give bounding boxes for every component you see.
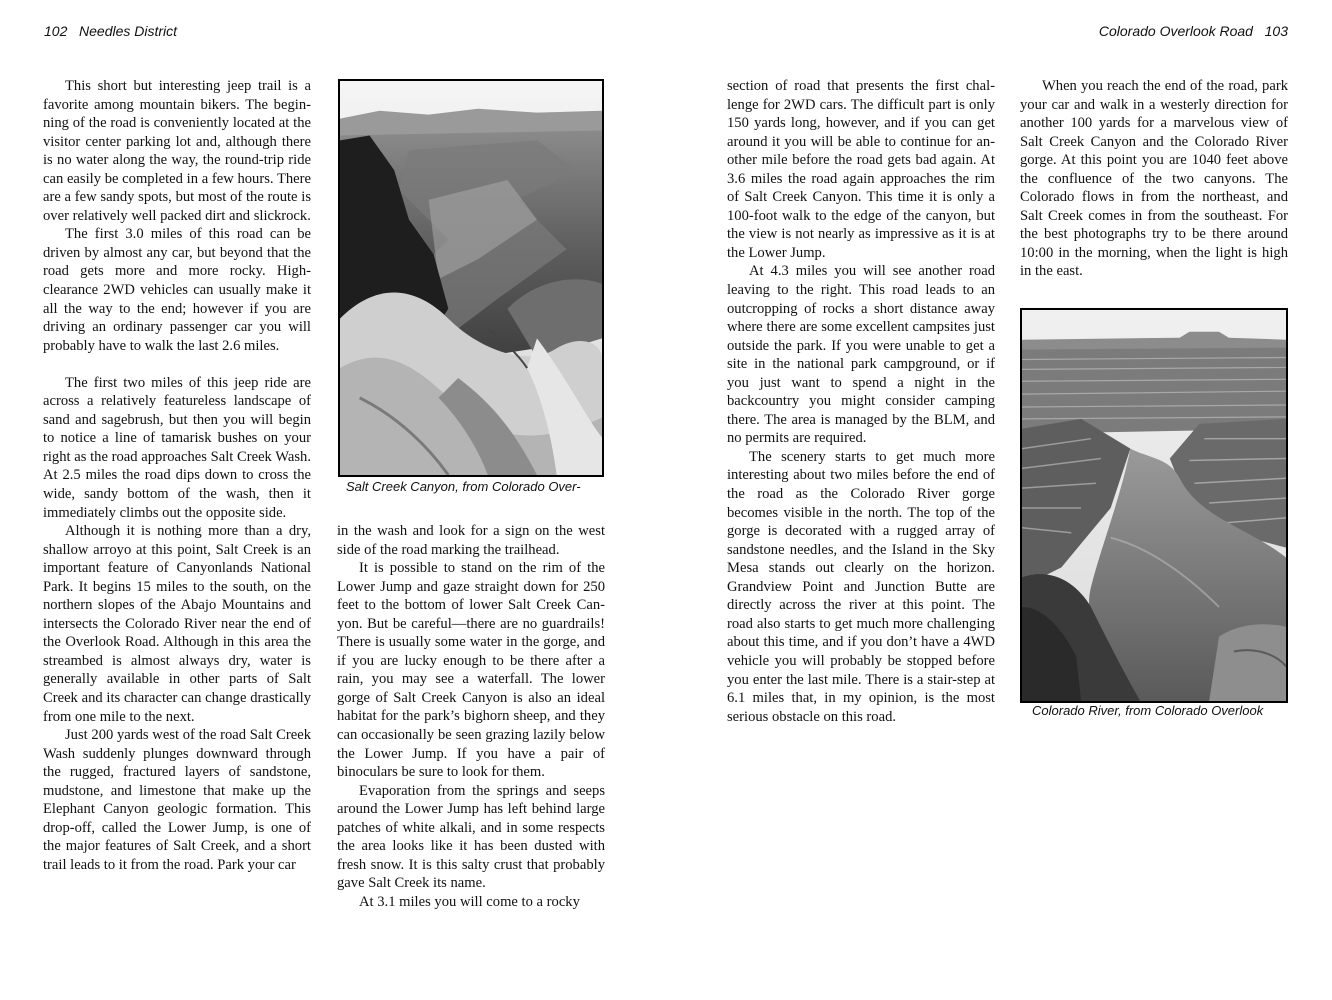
- paragraph: section of road that presents the first challenge for 2WD cars. The difficult part is only 150 yards long, however, and if you can get around it you will be able to continue for another mile before the road gets bad again. At 3.6 miles the road again approaches the rim of Salt Creek Canyon. This time it is only a 100-foot walk to the edge of the canyon, but the view is not nearly as impressive as it is at the Lower Jump.: [727, 78, 995, 261]
- left-running-title: Needles District: [79, 23, 178, 39]
- paragraph: This short but interesting jeep trail is a favorite among mountain bikers. The beginning of the road is conveniently located at the visitor center parking lot and, although there is no water along the way, the round-trip ride can easily be completed in a few hours. There are a few sandy spots, but most of the route is over relatively well packed dirt and slickrock.: [43, 78, 311, 224]
- paragraph: The first two miles of this jeep ride are across a relatively featureless landscape of sand and sagebrush, but then you will begin to notice a line of tamarisk bushes on your right as the road approaches Salt Creek Wash. At 2.5 miles the road dips down to cross the wide, sandy bottom of the wash, then it immediately climbs out the opposite side.: [43, 374, 311, 521]
- left-page-number: 102: [44, 23, 68, 39]
- paragraph: in the wash and look for a sign on the west side of the road marking the trailhead.: [337, 523, 605, 558]
- paragraph: Although it is nothing more than a dry, shallow arroyo at this point, Salt Creek is an important feature of Canyonlands National Park. It begins 15 miles to the south, on the northern slopes of the Abajo Mountains and intersects the Colorado River near the end of the Overlook Road. Although in this area the streambed is almost always dry, water is generally available in other parts of Salt Creek and its character can change drastically from one mile to the next.: [43, 523, 311, 725]
- left-page-column-1: [43, 77, 311, 874]
- right-page-header: [1099, 23, 1288, 39]
- paragraph: At 4.3 miles you will see another road leaving to the right. This road leads to an outcropping of rocks a short distance away where there are some excellent campsites just outside the park. If you were unable to get a site in the national park campground, or if you just want to spend a night in the backcountry you might consider camping there. The area is managed by the BLM, and no permits are required.: [727, 263, 995, 447]
- paragraph: It is possible to stand on the rim of the Lower Jump and gaze straight down for 250 feet to the bottom of lower Salt Creek Canyon. But be careful—there are no guardrails! There is usually some water in the gorge, and if you are lucky enough to be there after a rain, you may see a waterfall. The lower gorge of Salt Creek Canyon is also an ideal habitat for the park’s bighorn sheep, and they can occasionally be seen grazing lazily below the Lower Jump. If you have a pair of binoculars be sure to look for them.: [337, 560, 605, 781]
- right-page-column-1: [727, 77, 995, 726]
- right-running-title: Colorado Overlook Road: [1098, 23, 1253, 39]
- right-page-number: 103: [1264, 23, 1288, 39]
- left-page-header: [44, 23, 177, 39]
- salt-creek-canyon-photo: [338, 79, 604, 477]
- paragraph: When you reach the end of the road, park your car and walk in a westerly direction for another 100 yards for a marvelous view of Salt Creek Canyon and the Colorado River gorge. At this point you are 1040 feet above the confluence of the two canyons. The Colorado flows in from the northeast, and Salt Creek comes in from the southeast. For the best photographs try to be there around 10:00 in the morning, when the light is high in the east.: [1020, 78, 1288, 280]
- colorado-river-photo-caption: Colorado River, from Colorado Overlook: [1032, 703, 1264, 718]
- paragraph: At 3.1 miles you will come to a rocky: [359, 893, 580, 910]
- salt-creek-photo-caption: Salt Creek Canyon, from Colorado Over-: [346, 479, 581, 494]
- colorado-river-photo: [1020, 308, 1288, 703]
- paragraph: The scenery starts to get much more interesting about two miles before the end of the road as the Colorado River gorge becomes visible in the north. The top of the gorge is decorated with a rugged array of sandstone needles, and the Island in the Sky Mesa stands out clearly on the horizon. Grandview Point and Junction Butte are directly across the river at this point. The road also starts to get much more challenging about this time, and if you don’t have a 4WD vehicle you will probably be stopped before you enter the last mile. There is a stair-step at 6.1 miles that, in my opinion, is the most serious obstacle on this road.: [727, 448, 995, 725]
- right-page-column-2: [1020, 77, 1288, 281]
- paragraph: Evaporation from the springs and seeps around the Lower Jump has left behind large patches of white alkali, and in some respects the area looks like it has been dusted with fresh snow. It is this salty crust that probably gave Salt Creek its name.: [337, 782, 605, 892]
- left-page-column-2: [337, 522, 605, 911]
- paragraph: Just 200 yards west of the road Salt Creek Wash suddenly plunges downward through the rugged, fractured layers of sandstone, mudstone, and limestone that make up the Elephant Canyon geologic formation. This drop-off, called the Lower Jump, is one of the major features of Salt Creek, and a short trail leads to it from the road. Park your car: [43, 727, 311, 873]
- paragraph: The first 3.0 miles of this road can be driven by almost any car, but beyond that the road gets more and more rocky. Highclearance 2WD vehicles can usually make it all the way to the end; however if you are driving an ordinary passenger car you will probably have to walk the last 2.6 miles.: [43, 226, 311, 354]
